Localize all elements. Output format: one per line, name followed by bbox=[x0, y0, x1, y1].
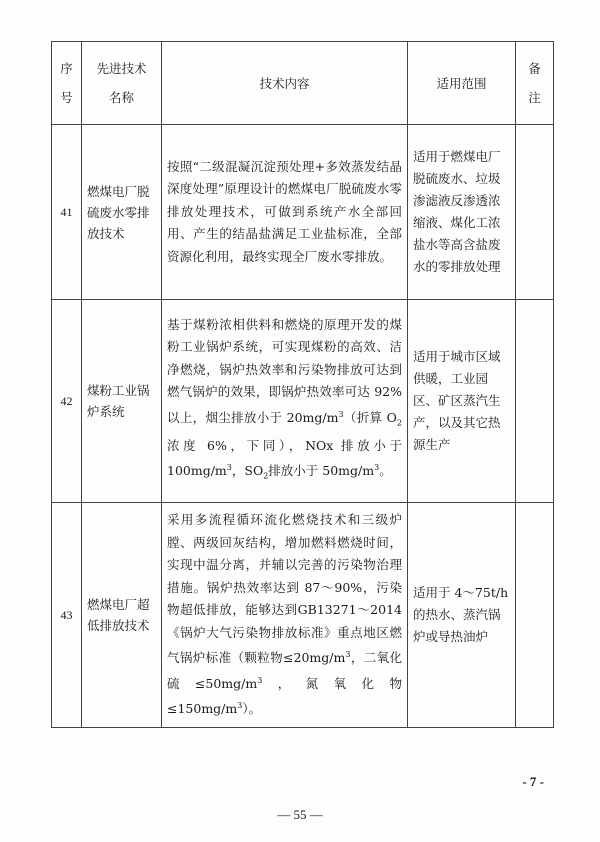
row-tech-name: 煤粉工业锅炉系统 bbox=[82, 300, 162, 503]
document-page-number: - 7 - bbox=[522, 774, 544, 789]
technology-table bbox=[51, 41, 554, 728]
header-content: 技术内容 bbox=[162, 42, 408, 125]
row-remark bbox=[516, 125, 554, 300]
row-tech-name: 燃煤电厂超低排放技术 bbox=[82, 503, 162, 728]
book-page-number: — 55 — bbox=[277, 807, 323, 822]
header-index: 序号 bbox=[52, 42, 82, 125]
row-tech-content: 按照“二级混凝沉淀预处理+多效蒸发结晶深度处理”原理设计的燃煤电厂脱硫废水零排放处理技术，可做到系统产水全部回用、产生的结晶盐满足工业盐标准，全部资源化利用，最终实现全厂废水零排放。 bbox=[162, 125, 408, 300]
header-remark: 备注 bbox=[516, 42, 554, 125]
row-scope: 适用于 4～75t/h 的热水、蒸汽锅炉或导热油炉 bbox=[408, 503, 516, 728]
row-remark bbox=[516, 300, 554, 503]
row-tech-content: 采用多流程循环流化燃烧技术和三级炉膛、两级回灰结构，增加燃料燃烧时间，实现中温分离，并辅以完善的污染物治理措施。锅炉热效率达到 87～90%，污染物超低排放，能够达到GB13271～2014《锅炉大气污染物排放标准》重点地区燃气锅炉标准（颗粒物$\le 20mg/m^3$，二氧化硫$\le 50mg/m^3$，氮氧化物$\le 150mg/m^3$）。 bbox=[162, 503, 408, 728]
row-index: 41 bbox=[52, 125, 82, 300]
row-scope: 适用于城市区域供暖，工业园区、矿区蒸汽生产，以及其它热源生产 bbox=[408, 300, 516, 503]
row-tech-content: 基于煤粉浓相供料和燃烧的原理开发的煤粉工业锅炉系统，可实现煤粉的高效、洁净燃烧，锅炉热效率和污染物排放可达到燃气锅炉的效果，即锅炉热效率可达 92%以上，烟尘排放小于 $20mg/m^3$（折算 $O_2$浓度 6%，下同），NOx 排放小于 $100mg/m^3$，$SO_2$排放小于 $50mg/m^3$。 bbox=[162, 300, 408, 503]
row-remark bbox=[516, 503, 554, 728]
row-scope: 适用于燃煤电厂脱硫废水、垃圾渗滤液反渗透浓缩液、煤化工浓盐水等高含盐废水的零排放处理 bbox=[408, 125, 516, 300]
header-scope: 适用范围 bbox=[408, 42, 516, 125]
table-row bbox=[52, 125, 554, 300]
header-name: 先进技术名称 bbox=[82, 42, 162, 125]
row-tech-name: 燃煤电厂脱硫废水零排放技术 bbox=[82, 125, 162, 300]
table-header-row bbox=[52, 42, 554, 125]
table-row bbox=[52, 300, 554, 503]
row-index: 43 bbox=[52, 503, 82, 728]
table-row bbox=[52, 503, 554, 728]
row-index: 42 bbox=[52, 300, 82, 503]
